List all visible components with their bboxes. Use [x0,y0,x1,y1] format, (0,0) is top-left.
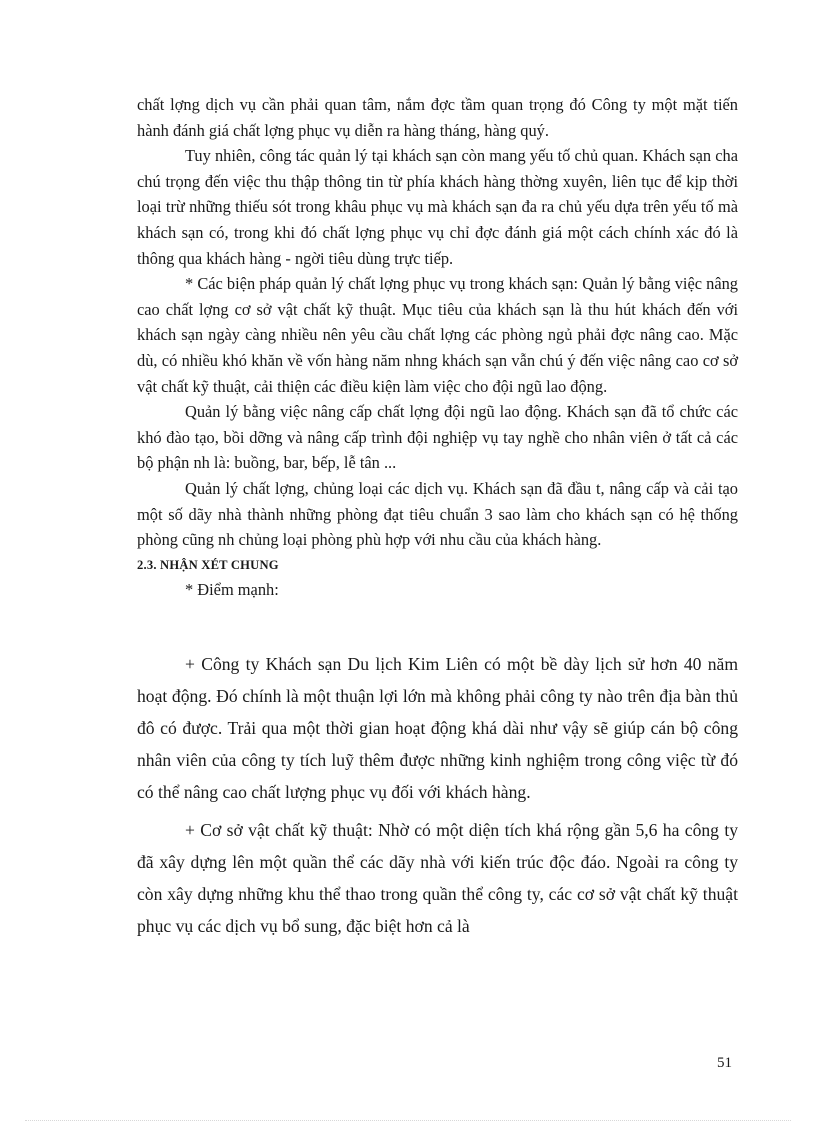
strengths-label: * Điểm mạnh: [185,579,279,599]
section-heading: 2.3. NHẬN XÉT CHUNG [137,557,279,572]
paragraph-company-history: + Công ty Khách sạn Du lịch Kim Liên có một bề dày lịch sử hơn 40 năm hoạt động. Đó chính là một thuận lợi lớn mà không phải công ty nào trên địa bàn thủ đô có được. Trải qua một thời gian hoạt động khá dài như vậy sẽ giúp cán bộ công nhân viên của công ty tích luỹ thêm được những kinh nghiệm trong công việc từ đó có thể nâng cao chất lượng phục vụ đối với khách hàng. [137,654,738,802]
paragraph-staff-quality: Quản lý bằng việc nâng cấp chất lợng đội ngũ lao động. Khách sạn đã tổ chức các khó đào tạo, bồi dỡng và nâng cấp trình đội nghiệp vụ tay nghề cho nhân viên ở tất cả các bộ phận nh là: buồng, bar, bếp, lễ tân ... [137,402,738,473]
paragraph-subjective-management: Tuy nhiên, công tác quản lý tại khách sạn còn mang yếu tố chủ quan. Khách sạn cha chú trọng đến việc thu thập thông tin từ phía khách hàng thờng xuyên, liên tục để kịp thời loại trừ những thiếu sót trong khâu phục vụ mà khách sạn đa ra chủ yếu dựa trên yếu tố mà khách sạn có, trong khi đó chất lợng phục vụ chỉ đợc đánh giá một cách chính xác đó là thông qua khách hàng - ngời tiêu dùng trực tiếp. [137,146,738,268]
paragraph-quality-measures: * Các biện pháp quản lý chất lợng phục vụ trong khách sạn: Quản lý bằng việc nâng cao chất lợng cơ sở vật chất kỹ thuật. Mục tiêu của khách sạn là thu hút khách đến với khách sạn ngày càng nhiều nên yêu cầu chất lợng các phòng ngủ phải đợc nâng cao. Mặc dù, có nhiều khó khăn về vốn hàng năm nhng khách sạn vẫn chú ý đến việc nâng cao cơ sở vật chất kỹ thuật, cải thiện các điều kiện làm việc cho đội ngũ lao động. [137,274,738,396]
paragraph-facilities: + Cơ sở vật chất kỹ thuật: Nhờ có một diện tích khá rộng gần 5,6 ha công ty đã xây dựng lên một quần thể các dãy nhà với kiến trúc độc đáo. Ngoài ra công ty còn xây dựng những khu thể thao trong quần thể công ty, các cơ sở vật chất kỹ thuật phục vụ các dịch vụ bổ sung, đặc biệt hơn cả là [137,820,738,936]
footer-divider [25,1120,791,1121]
paragraph-service-types: Quản lý chất lợng, chủng loại các dịch vụ. Khách sạn đã đầu t, nâng cấp và cải tạo một số dãy nhà thành những phòng đạt tiêu chuẩn 3 sao làm cho khách sạn có hệ thống phòng cũng nh chủng loại phòng phù hợp với nhu cầu của khách hàng. [137,478,738,550]
body-text-lower [137,648,738,942]
paragraph-quality-continuation: chất lợng dịch vụ cần phải quan tâm, nắm đợc tầm quan trọng đó Công ty một mặt tiến hành đánh giá chất lợng phục vụ diễn ra hàng tháng, hàng quý. [137,95,738,140]
page-number: 51 [717,1055,732,1071]
body-text-upper [137,92,738,602]
